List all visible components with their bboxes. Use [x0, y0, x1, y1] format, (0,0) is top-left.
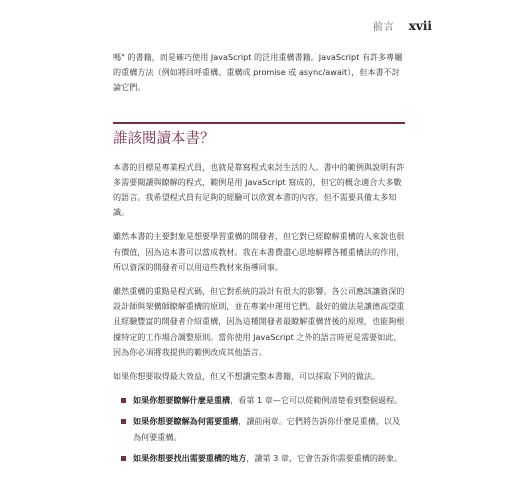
list-item-text: ，看第 1 章—它可以從範例清楚看到整個過程。: [230, 395, 403, 406]
list-item-text: ，讀前兩章。它們將告訴你什麼是重構，以及為何要重構。: [133, 416, 401, 442]
intro-paragraph: 嗎" 的書籍，而是確巧使用 JavaScript 的泛用重構書籍。JavaScript 有許多專屬的重構方法（例如將回呼重構、重構成 promise 或 async/await），但本書不討論它們。: [113, 52, 403, 93]
list-item-bold: 如果你想要找出需要重構的地方: [133, 452, 247, 463]
page-number: xvii: [408, 19, 432, 33]
reading-guide-list: [113, 393, 405, 466]
square-bullet-icon: [121, 456, 126, 461]
section-title: 誰該閱讀本書？: [113, 130, 215, 147]
list-item: [113, 451, 405, 466]
body-paragraph-1: 本書的目標是專業程式員，也就是靠寫程式來討生活的人。書中的範例與說明有許多需要閱讀與瞭解的程式，範例是用 JavaScript 寫成的，但它的概念適合大多數的語言。我希望程式員有足夠的經驗可以欣賞本書的內容，但不需要具備太多知識。: [113, 161, 405, 218]
body-paragraph-2: 雖然本書的主要對象是想要學習重構的開發者，但它對已經瞭解重構的人來說也很有價值，因為這本書可以當成教材。我在本書費盡心思地解釋各種重構法的作用，所以資深的開發者可以用這些教材來指導同事。: [113, 231, 405, 272]
list-item: [113, 393, 405, 408]
chapter-title: 前言: [372, 22, 395, 33]
square-bullet-icon: [121, 419, 126, 424]
body-paragraph-4: 如果你想要取得最大效益，但又不想讀完整本書籍，可以採取下列的做法。: [113, 371, 381, 382]
list-item-bold: 如果你想要瞭解為何需要重構: [133, 416, 239, 427]
section-divider: [113, 122, 405, 124]
list-item-bold: 如果你想要瞭解什麼是重構: [133, 395, 231, 406]
running-header: [373, 18, 432, 33]
list-item: [113, 414, 405, 444]
body-paragraph-3: 雖然重構的重點是程式碼，但它對系統的設計有很大的影響。各公司應該讓資深的設計師與架構師瞭解重構的原則，並在專案中運用它們。最好的做法是讓德高望重且經驗豐富的開發者介紹重構，因為這種開發者最瞭解重構背後的原理，也能夠根據特定的工作場合調整原則。當你使用 JavaScript 之外的語言時更是需要如此，因為你必須將我提供的範例改成其他語言。: [113, 286, 405, 357]
square-bullet-icon: [121, 398, 126, 403]
page-content: [113, 50, 405, 472]
list-item-text: ，讀第 3 章，它會告訴你需要重構的跡象。: [246, 452, 403, 463]
